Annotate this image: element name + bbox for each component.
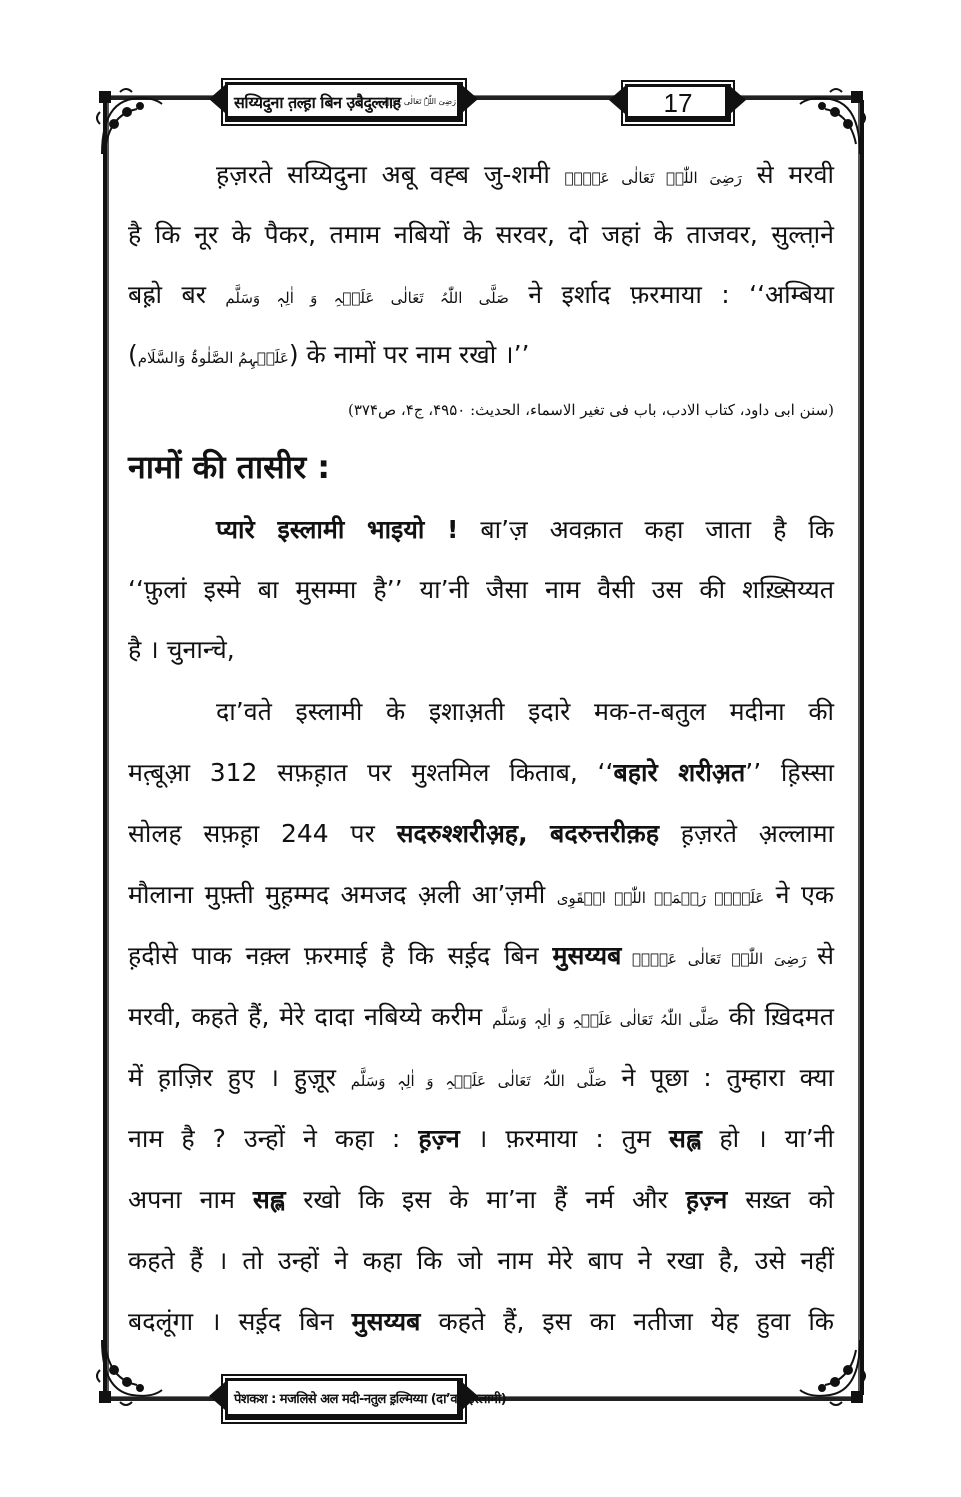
text-line: नाम है ? उन्हों ने कहा : ह़ज़्न । फ़रमाया : तुम सह्ल हो । या’नी (128, 1124, 834, 1153)
chapter-title-box (225, 82, 463, 122)
text-line: ‘‘फ़ुलां इस्मे बा मुसम्मा है’’ या’नी जैसा नाम वैसी उस की शख़्सिय्यत (128, 575, 834, 604)
text-line: कहते हैं । तो उन्हों ने कहा कि जो नाम मेरे बाप ने रखा है, उसे नहीं (128, 1246, 834, 1275)
honorific-arabic: رَضِیَ اللّٰہُ تَعَالٰی عَنۡہُ (564, 169, 742, 187)
text-line: (عَلَیۡہِمُ الصَّلٰوۃُ وَالسَّلَام) के नामों पर नाम रखो ।’’ (128, 340, 530, 369)
honorific-arabic: صَلَّی اللّٰہُ تَعَالٰی عَلَیۡہِ وَ اٰلِہٖ وَسَلَّم (225, 289, 509, 307)
honorific-arabic: صَلَّی اللّٰہُ تَعَالٰی عَلَیۡہِ وَ اٰلِہٖ وَسَلَّم (492, 1011, 719, 1029)
honorific-arabic: عَلَیۡہِمُ الصَّلٰوۃُ وَالسَّلَام (137, 349, 289, 367)
header-arrow-right-icon (462, 85, 478, 113)
book-title: बहारे शरीअ़त (613, 758, 746, 787)
section-heading: नामों की तासीर : (128, 448, 331, 486)
page-border-left (103, 100, 109, 1395)
honorific-arabic: رَضِیَ اللّٰہُ تَعَالٰی عَنۡہُ (621, 950, 818, 968)
chapter-title-honorific: رَضِیَ اللّٰہُ تَعَالٰی عَنۡہُ (384, 97, 456, 106)
text-line: है कि नूर के पैकर, तमाम नबियों के सरवर, दो जहां के ताजवर, सुल्ता़ने (128, 220, 834, 249)
text-line: है । चुनान्चे, (128, 635, 235, 664)
footer-arrow-left-icon (209, 1382, 225, 1410)
text-line: सोलह सफ़ह़ा 244 पर सदरुश्शरीअ़ह, बदरुत्तरीक़ह ह़ज़रते अ़ल्लामा (128, 819, 834, 848)
header-arrow-left-icon (209, 85, 225, 113)
chapter-title: सय्यिदुना त़ल्ह़ा बिन उ़बैदुल्लाह (234, 93, 401, 112)
page-arrow-right-icon (730, 86, 746, 114)
text-line: ह़ज़रते सय्यिदुना अबू वह्ब जु-शमी رَضِیَ اللّٰہُ تَعَالٰی عَنۡہُ से मरवी (216, 160, 834, 189)
text-line: मरवी, कहते हैं, मेरे दादा नबिय्ये करीम صَلَّی اللّٰہُ تَعَالٰی عَلَیۡہِ وَ اٰلِہٖ وَسَلَّم की ख़िदमत (128, 1002, 834, 1031)
page-border-right (858, 100, 864, 1395)
text-line: बदलूंगा । सई़द बिन मुसय्यब कहते हैं, इस का नतीजा येह हुवा कि (128, 1307, 834, 1336)
text-line: दा’वते इस्लामी के इशाअ़ती इदारे मक-त-बतुल मदीना की (216, 697, 834, 726)
text-line: ह़दीसे पाक नक़्ल फ़रमाई है कि सई़द बिन मुसय्यब رَضِیَ اللّٰہُ تَعَالٰی عَنۡہُ से (128, 941, 834, 970)
text-line: में ह़ाज़िर हुए । हु़जू़र صَلَّی اللّٰہُ تَعَالٰی عَلَیۡہِ وَ اٰلِہٖ وَسَلَّم ने पूछा : तुम्हारा क्या (128, 1063, 834, 1092)
page-number-box (625, 84, 731, 122)
text-line: प्यारे इस्लामी भाइयो ! बा’ज़ अवक़ात कहा जाता है कि (216, 515, 834, 544)
footer-box (225, 1378, 507, 1420)
text-line: अपना नाम सह्ल रखो कि इस के मा’ना हैं नर्म और ह़ज़्न सख़्त को (128, 1185, 834, 1214)
hadith-citation: (سنن ابی داود، کتاب الادب، باب فی تغیر الاسماء، الحدیث: ۴۹۵۰، ج۴، ص۳۷۴) (347, 401, 834, 419)
footer-arrow-right-icon (462, 1382, 478, 1410)
page-arrow-left-icon (609, 86, 625, 114)
publisher-label: पेशकश : मजलिसे अल मदी-नतुल इ़ल्मिय्या (दा’वते इस्लामी) (234, 1392, 507, 1407)
honorific-arabic: صَلَّی اللّٰہُ تَعَالٰی عَلَیۡہِ وَ اٰلِہٖ وَسَلَّم (350, 1072, 607, 1090)
text-line: मत़्बूआ़ 312 सफ़ह़ात पर मुश्तमिल किताब, ‘‘बहारे शरीअ़त’’ ह़िस्सा (128, 758, 834, 787)
text-line: मौलाना मुफ़्ती मुह़म्मद अमजद अ़ली आ’ज़मी عَلَیۡہِ رَحۡمَۃُ اللّٰہِ الۡقَوِی ने एक (128, 880, 834, 909)
page-number: 17 (663, 88, 693, 118)
honorific-arabic: عَلَیۡہِ رَحۡمَۃُ اللّٰہِ الۡقَوِی (556, 889, 765, 907)
text-line: बह़्रो बर صَلَّی اللّٰہُ تَعَالٰی عَلَیۡہِ وَ اٰلِہٖ وَسَلَّم ने इर्शाद फ़रमाया : ‘‘अम्बिया (128, 280, 834, 309)
